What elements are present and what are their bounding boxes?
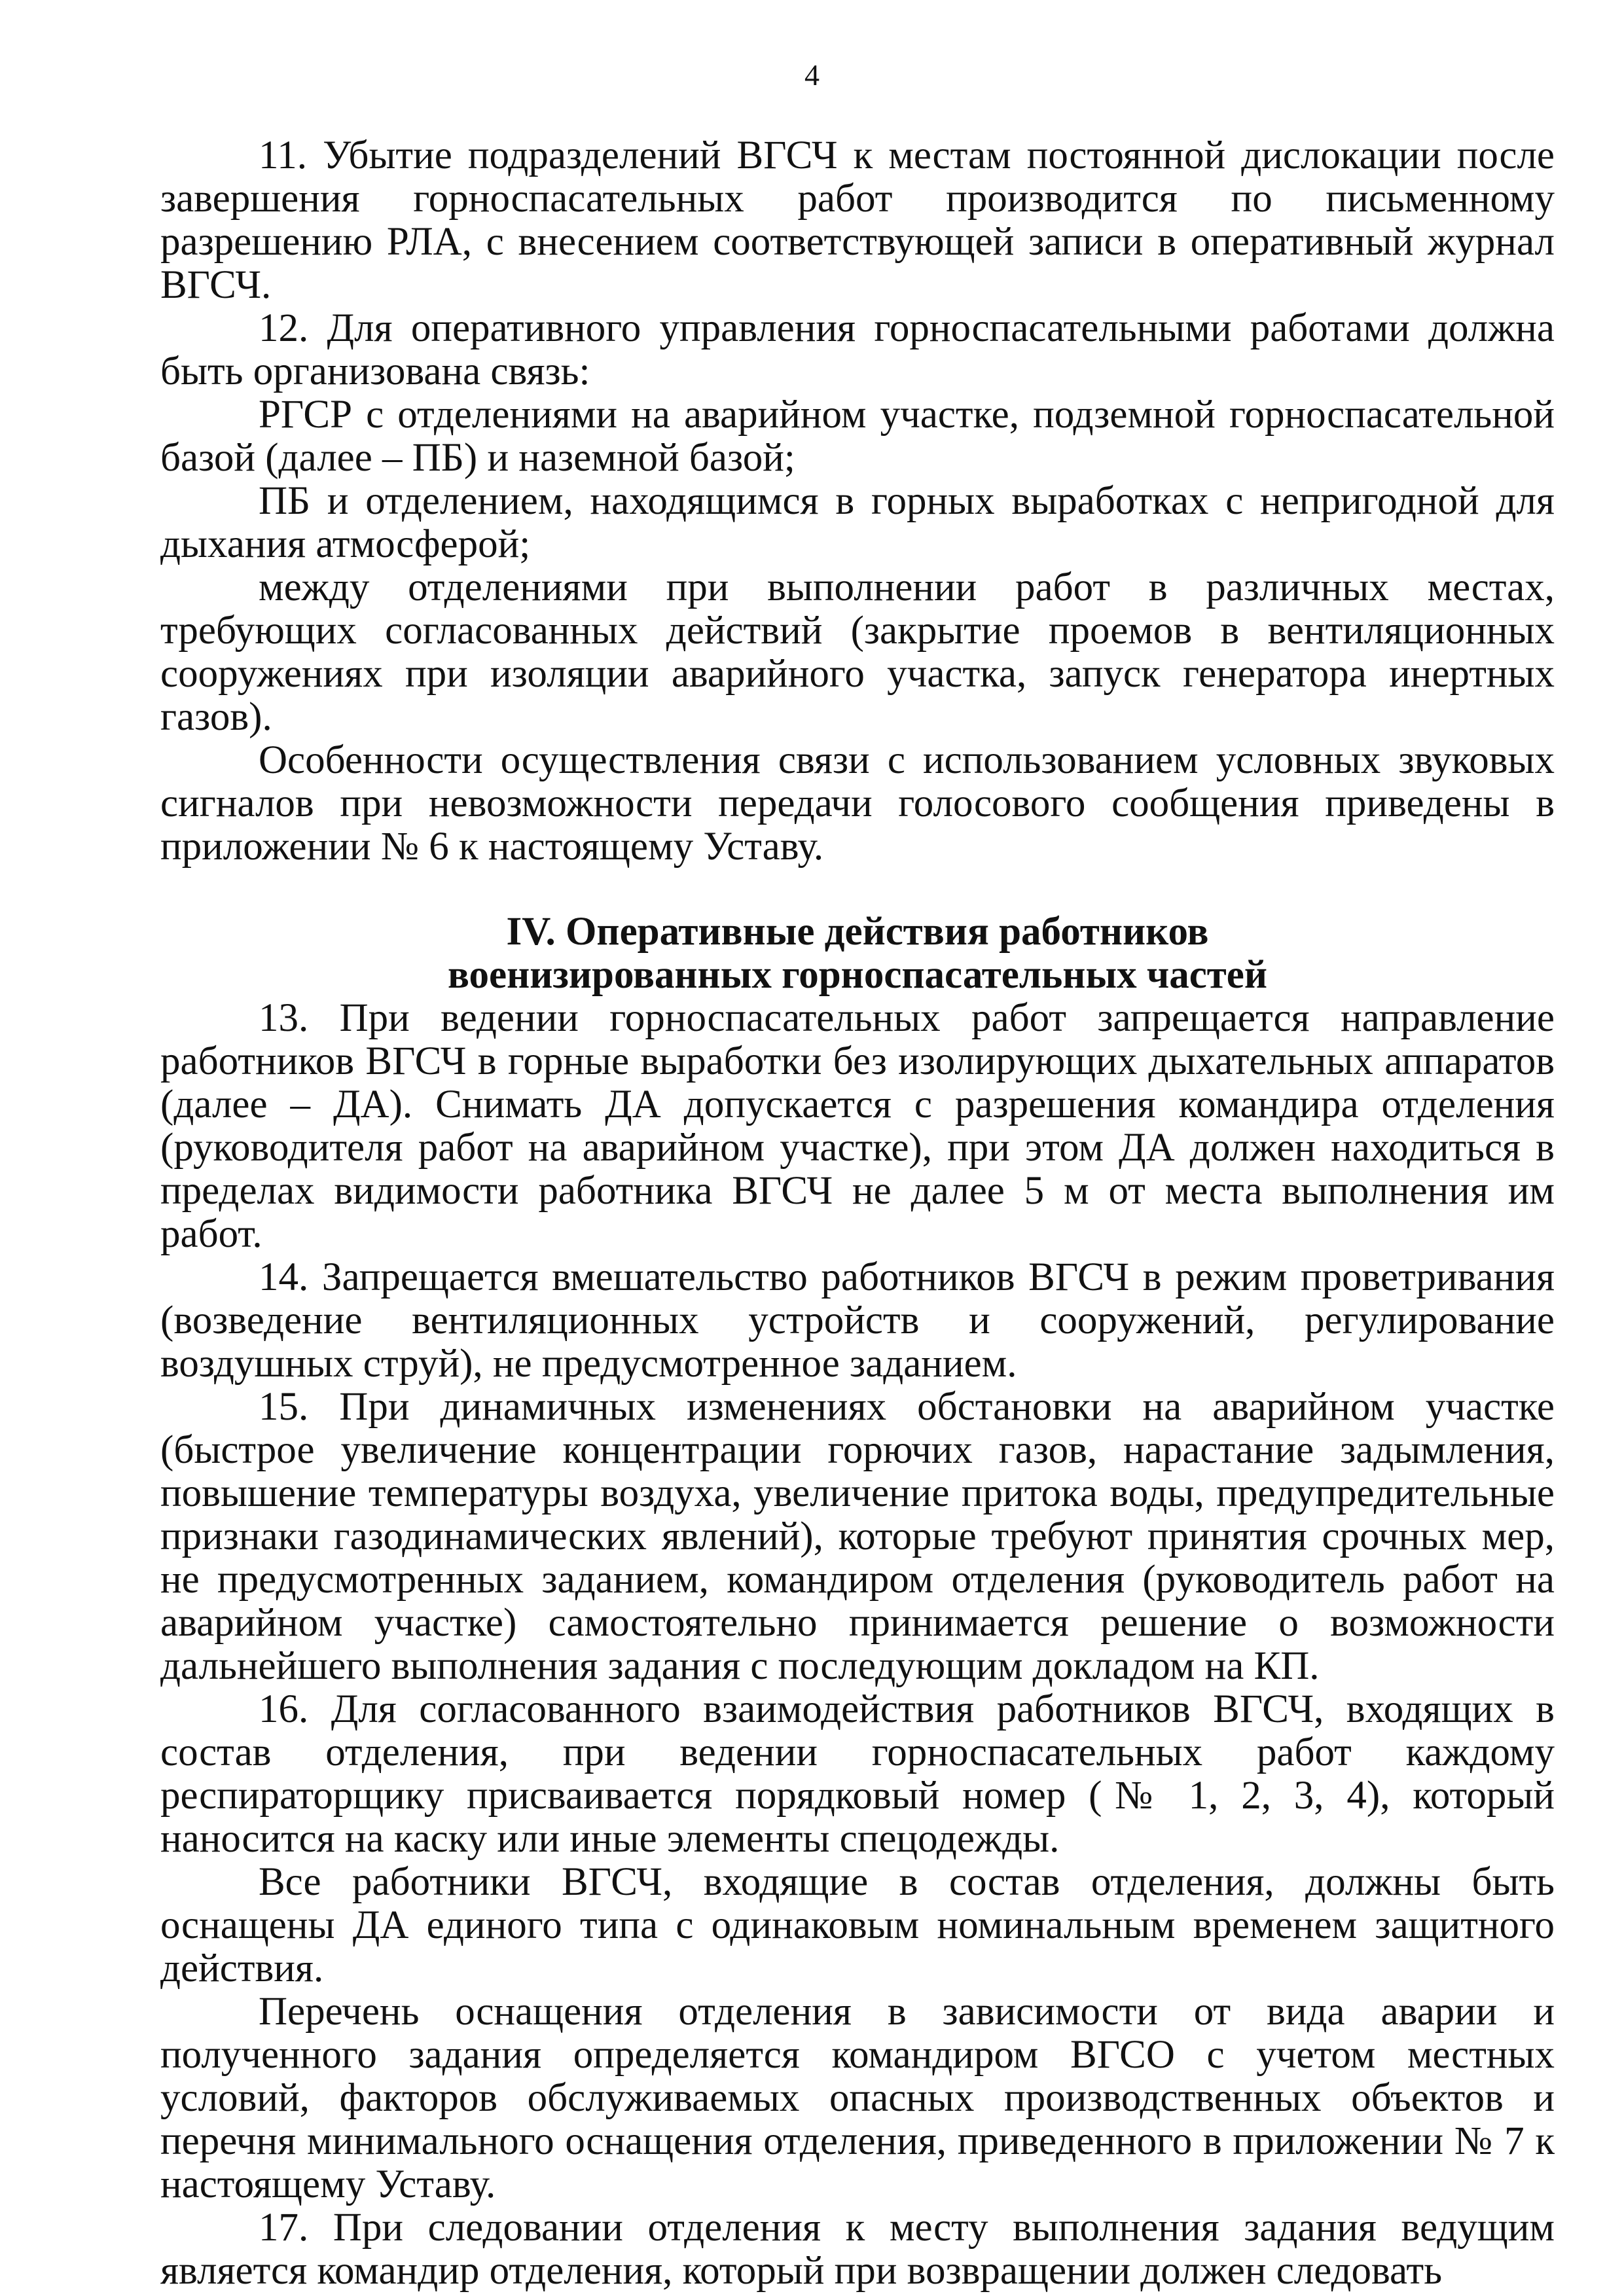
paragraph-12-note: Особенности осуществления связи с использованием условных звуковых сигналов при невозможности передачи голосового сообщения приведены в приложении № 6 к настоящему Уставу. (160, 738, 1555, 869)
paragraph-17: 17. При следовании отделения к месту выполнения задания ведущим является командир отделения, который при возвращении должен следовать (160, 2206, 1555, 2293)
paragraph-11: 11. Убытие подразделений ВГСЧ к местам постоянной дислокации после завершения горноспасательных работ производится по письменному разрешению РЛА, с внесением соответствующей записи в оперативный журнал ВГСЧ. (160, 134, 1555, 307)
paragraph-12-item-3: между отделениями при выполнении работ в различных местах, требующих согласованных действий (закрытие проемов в вентиляционных сооружениях при изоляции аварийного участка, запуск генератора инертных газов). (160, 565, 1555, 739)
paragraph-14: 14. Запрещается вмешательство работников ВГСЧ в режим проветривания (возведение вентиляционных устройств и сооружений, регулирование воздушных струй), не предусмотренное заданием. (160, 1255, 1555, 1386)
document-body (160, 134, 1555, 2293)
paragraph-16-list: Перечень оснащения отделения в зависимости от вида аварии и полученного задания определяется командиром ВГСО с учетом местных условий, факторов обслуживаемых опасных производственных объектов и перечня минимального оснащения отделения, приведенного в приложении № 7 к настоящему Уставу. (160, 1990, 1555, 2206)
page-number: 4 (804, 58, 820, 92)
paragraph-12-item-1: РГСР с отделениями на аварийном участке, подземной горноспасательной базой (далее – ПБ) и наземной базой; (160, 393, 1555, 480)
section-heading (160, 910, 1555, 997)
paragraph-12: 12. Для оперативного управления горноспасательными работами должна быть организована связь: (160, 306, 1555, 393)
paragraph-15: 15. При динамичных изменениях обстановки на аварийном участке (быстрое увеличение концентрации горючих газов, нарастание задымления, повышение температуры воздуха, увеличение притока воды, предупредительные признаки газодинамических явлений), которые требуют принятия срочных мер, не предусмотренных заданием, командиром отделения (руководитель работ на аварийном участке) самостоятельно принимается решение о возможности дальнейшего выполнения задания с последующим докладом на КП. (160, 1385, 1555, 1688)
paragraph-16: 16. Для согласованного взаимодействия работников ВГСЧ, входящих в состав отделения, при ведении горноспасательных работ каждому респираторщику присваивается порядковый номер (№ 1, 2, 3, 4), который наносится на каску или иные элементы спецодежды. (160, 1687, 1555, 1861)
section-heading-line-1: IV. Оперативные действия работников (506, 910, 1209, 954)
paragraph-16-equipment: Все работники ВГСЧ, входящие в состав отделения, должны быть оснащены ДА единого типа с одинаковым номинальным временем защитного действия. (160, 1860, 1555, 1990)
paragraph-13: 13. При ведении горноспасательных работ запрещается направление работников ВГСЧ в горные выработки без изолирующих дыхательных аппаратов (далее – ДА). Снимать ДА допускается с разрешения командира отделения (руководителя работ на аварийном участке), при этом ДА должен находиться в пределах видимости работника ВГСЧ не далее 5 м от места выполнения им работ. (160, 996, 1555, 1256)
paragraph-12-item-2: ПБ и отделением, находящимся в горных выработках с непригодной для дыхания атмосферой; (160, 479, 1555, 566)
section-heading-line-2: военизированных горноспасательных частей (448, 953, 1267, 997)
